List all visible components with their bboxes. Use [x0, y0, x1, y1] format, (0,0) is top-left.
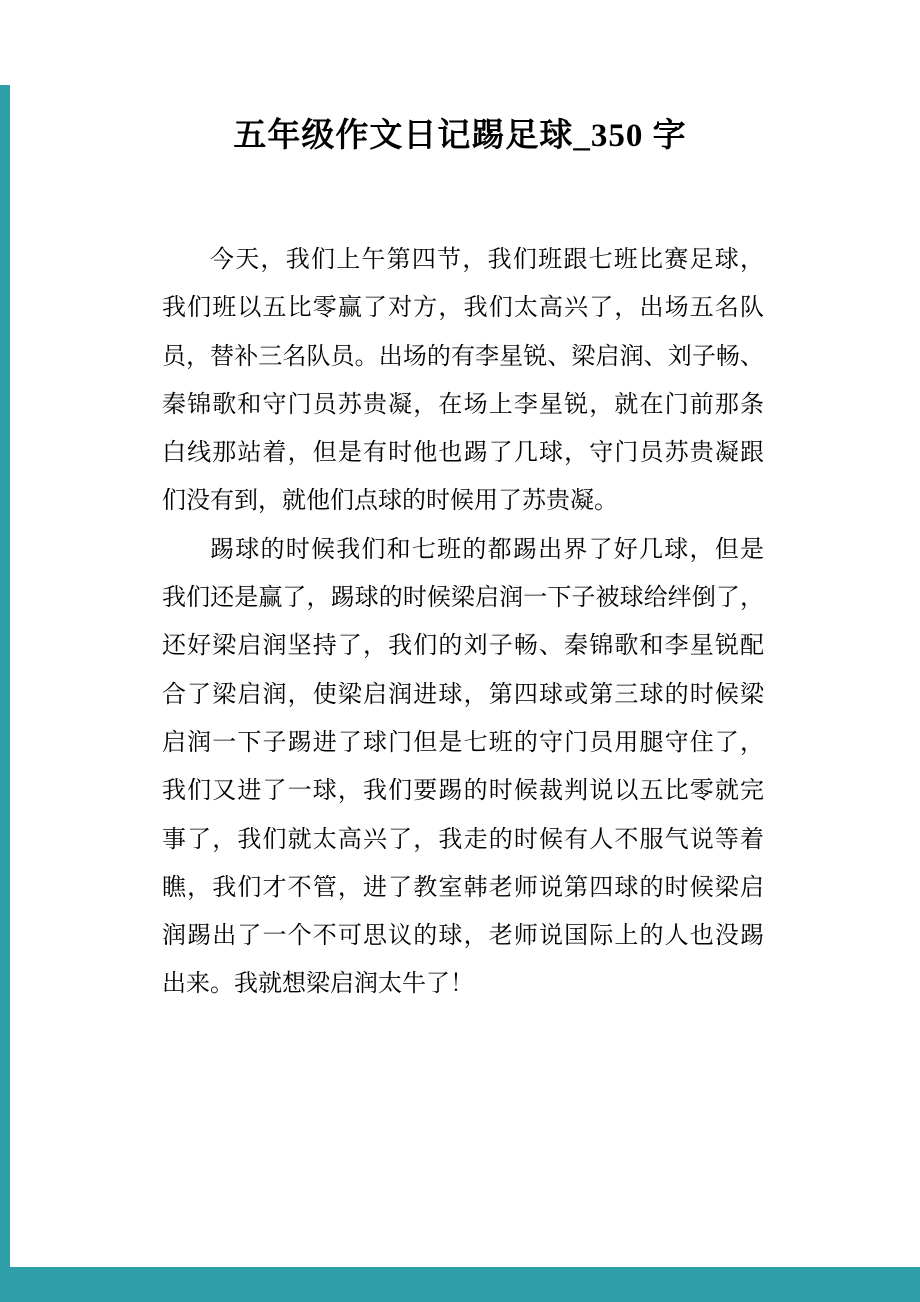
- text-line: 出来。我就想梁启润太牛了！: [162, 971, 474, 998]
- text-line: 事了，我们就太高兴了，我走的时候有人不服气说等着: [162, 826, 764, 853]
- text-line: 我们还是赢了，踢球的时候梁启润一下子被球给绊倒了，: [162, 585, 764, 612]
- document-body: [162, 236, 764, 1009]
- document-title: 五年级作文日记踢足球_350 字: [233, 118, 687, 154]
- text-line: 我们班以五比零赢了对方，我们太高兴了，出场五名队: [162, 295, 764, 322]
- text-line: 们没有到，就他们点球的时候用了苏贵凝。: [162, 488, 618, 515]
- text-line: 合了梁启润，使梁启润进球，第四球或第三球的时候梁: [162, 681, 764, 708]
- text-line: 今天，我们上午第四节，我们班跟七班比赛足球，: [210, 247, 764, 273]
- text-line: 启润一下子踢进了球门但是七班的守门员用腿守住了，: [162, 729, 764, 756]
- text-line: 员，替补三名队员。出场的有李星锐、梁启润、刘子畅、: [162, 343, 764, 370]
- left-accent-border: [0, 85, 10, 1302]
- text-line: 踢球的时候我们和七班的都踢出界了好几球，但是: [210, 536, 764, 563]
- text-line: 润踢出了一个不可思议的球，老师说国际上的人也没踢: [162, 923, 764, 950]
- text-line: 我们又进了一球，我们要踢的时候裁判说以五比零就完: [162, 778, 764, 805]
- text-line: 还好梁启润坚持了，我们的刘子畅、秦锦歌和李星锐配: [162, 633, 764, 660]
- bottom-accent-border: [0, 1267, 920, 1302]
- text-line: 秦锦歌和守门员苏贵凝，在场上李星锐，就在门前那条: [162, 391, 764, 418]
- text-line: 白线那站着，但是有时他也踢了几球，守门员苏贵凝跟: [162, 440, 764, 467]
- text-line: 瞧，我们才不管，进了教室韩老师说第四球的时候梁启: [162, 874, 764, 901]
